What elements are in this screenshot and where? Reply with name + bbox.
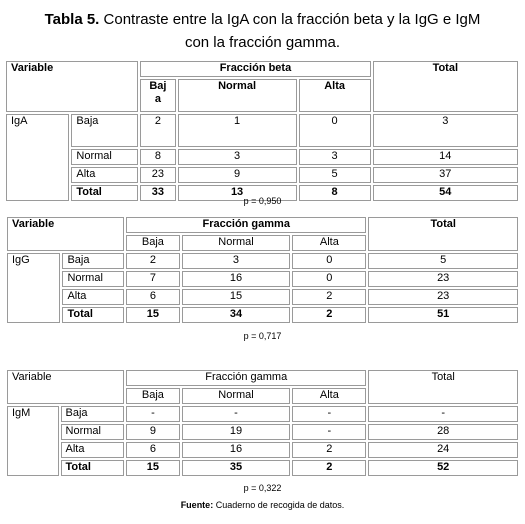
col-header-baja: Baj a: [140, 79, 175, 112]
col-header-baja: Baja: [126, 388, 180, 404]
row-variable: IgG: [7, 253, 60, 323]
cell-total: -: [368, 406, 518, 422]
cell: 19: [182, 424, 291, 440]
cell: 16: [182, 271, 291, 287]
group-header: Fracción beta: [140, 61, 370, 77]
table-row: [7, 406, 518, 422]
table-row: [7, 289, 518, 305]
cell: 15: [126, 307, 180, 323]
table-row: [7, 442, 518, 458]
cell: 6: [126, 289, 180, 305]
cell: 15: [182, 289, 291, 305]
cell: 6: [126, 442, 180, 458]
table-row: [7, 271, 518, 287]
cell: 3: [178, 149, 297, 165]
col-header-normal: Normal: [178, 79, 297, 112]
variable-header: Variable: [7, 217, 124, 251]
row-label: Baja: [71, 114, 138, 147]
table-row: [6, 167, 518, 183]
cell: 3: [299, 149, 371, 165]
row-label: Baja: [61, 406, 125, 422]
cell: 0: [299, 114, 371, 147]
cell: 33: [140, 185, 175, 201]
cell: 8: [299, 185, 371, 201]
table-row: [7, 253, 518, 269]
row-label: Alta: [61, 442, 125, 458]
total-header: Total: [368, 370, 518, 404]
cell: 2: [126, 253, 180, 269]
cell-total: 37: [373, 167, 518, 183]
cell-total: 28: [368, 424, 518, 440]
cell-total: 23: [368, 271, 518, 287]
cell-total: 54: [373, 185, 518, 201]
title-line-2: con la fracción gamma.: [184, 34, 341, 51]
source-label: Fuente:: [180, 500, 214, 510]
cell: 2: [292, 460, 366, 476]
table-igg-gamma: [5, 215, 520, 325]
cell: 9: [178, 167, 297, 183]
row-variable: IgA: [6, 114, 69, 201]
cell: 15: [126, 460, 180, 476]
row-variable: IgM: [7, 406, 59, 476]
cell-total: 5: [368, 253, 518, 269]
table-row-total: [7, 307, 518, 323]
cell: -: [292, 424, 366, 440]
row-label: Alta: [62, 289, 124, 305]
variable-header: Variable: [6, 61, 138, 112]
title-text: Contraste entre la IgA con la fracción beta y la IgG e IgM: [103, 11, 481, 28]
source-note: [0, 500, 525, 510]
cell: 2: [292, 289, 366, 305]
title-label: Tabla 5.: [44, 11, 100, 28]
cell: 7: [126, 271, 180, 287]
row-label: Total: [61, 460, 125, 476]
cell: 35: [182, 460, 291, 476]
cell: -: [182, 406, 291, 422]
table-row-total: [7, 460, 518, 476]
cell: 0: [292, 253, 366, 269]
p-value: p = 0,322: [243, 483, 282, 493]
cell: 9: [126, 424, 180, 440]
cell: 13: [178, 185, 297, 201]
cell: 0: [292, 271, 366, 287]
col-header-alta: Alta: [299, 79, 371, 112]
cell: 23: [140, 167, 175, 183]
row-label: Total: [71, 185, 138, 201]
row-label: Normal: [61, 424, 125, 440]
row-label: Normal: [71, 149, 138, 165]
cell: 1: [178, 114, 297, 147]
cell: 5: [299, 167, 371, 183]
row-label: Normal: [62, 271, 124, 287]
p-value: p = 0,717: [243, 331, 282, 341]
table-title: [0, 8, 525, 54]
cell: 2: [292, 307, 366, 323]
cell-total: 52: [368, 460, 518, 476]
cell: 3: [182, 253, 291, 269]
group-header: Fracción gamma: [126, 217, 366, 233]
table-iga-beta: [4, 59, 520, 203]
table-row: [7, 424, 518, 440]
col-header-normal: Normal: [182, 235, 291, 251]
cell: 16: [182, 442, 291, 458]
col-header-alta: Alta: [292, 388, 366, 404]
row-label: Total: [62, 307, 124, 323]
p-value: p = 0,950: [243, 196, 282, 206]
table-row: [6, 149, 518, 165]
cell: 8: [140, 149, 175, 165]
group-header: Fracción gamma: [126, 370, 366, 386]
total-header: Total: [373, 61, 518, 112]
table-igm-gamma: [5, 368, 520, 478]
cell: 2: [292, 442, 366, 458]
title-line-1: [0, 8, 525, 31]
cell-total: 14: [373, 149, 518, 165]
cell-total: 51: [368, 307, 518, 323]
col-header-alta: Alta: [292, 235, 366, 251]
cell-total: 3: [373, 114, 518, 147]
cell: -: [126, 406, 180, 422]
table-row: [6, 114, 518, 147]
cell: 2: [140, 114, 175, 147]
row-label: Alta: [71, 167, 138, 183]
variable-header: Variable: [7, 370, 124, 404]
cell: -: [292, 406, 366, 422]
row-label: Baja: [62, 253, 124, 269]
cell-total: 24: [368, 442, 518, 458]
source-text: Cuaderno de recogida de datos.: [215, 500, 345, 510]
total-header: Total: [368, 217, 518, 251]
cell-total: 23: [368, 289, 518, 305]
col-header-normal: Normal: [182, 388, 291, 404]
col-header-baja: Baja: [126, 235, 180, 251]
cell: 34: [182, 307, 291, 323]
